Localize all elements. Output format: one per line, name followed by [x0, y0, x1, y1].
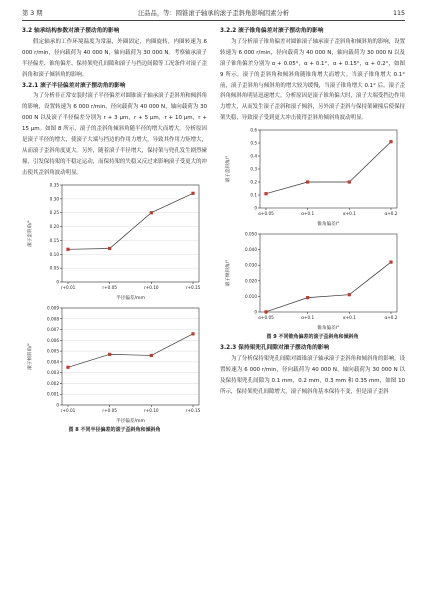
x-axis-label: 锥角偏差/° — [317, 326, 340, 332]
data-point — [108, 247, 111, 250]
running-title: 汪品品，等：圆锥滚子轴承的滚子歪斜角影响因素分析 — [137, 10, 290, 17]
y-tick-label: 0.25 — [49, 209, 59, 215]
fig8-skew-chart — [22, 179, 207, 302]
y-tick-label: 0.6 — [250, 127, 257, 133]
x-tick-label: α+0.1 — [342, 315, 356, 321]
x-tick-label: α+0.1 — [342, 211, 356, 217]
data-point — [306, 296, 309, 299]
x-tick-label: α+0.05 — [258, 211, 274, 217]
y-axis-label: 滚子倾斜角/° — [226, 259, 231, 287]
x-tick-label: α+0.2 — [384, 315, 398, 321]
section-3-2-2-heading: 3.2.2 滚子锥角偏差对滚子摆动角的影响 — [220, 28, 324, 34]
figure-9-caption: 图 9 不同锥角偏差的滚子歪斜角和倾斜角 — [266, 334, 359, 341]
y-tick-label: 0 — [56, 402, 59, 408]
x-tick-label: r+0.01 — [60, 407, 76, 413]
y-tick-label: 0.2 — [250, 179, 257, 185]
plot-frame — [260, 130, 397, 208]
y-axis-label: 滚子歪斜角/° — [28, 219, 33, 247]
y-tick-label: 0.007 — [47, 326, 59, 332]
data-point — [264, 192, 267, 195]
section-3-2-text: 假定轴承的工作环境温度为常温，外圈固定，内圈旋转，内圈转速为 6 000 r/min，径向载荷为 40 000 N，轴向载荷为 30 000 N。考察轴承滚子半径偏差、锥角偏差、保持架兜孔间隙和滚子与挡边间隙等工况条件对滚子歪斜角和滚子倾斜角的影响。 — [22, 38, 207, 78]
x-tick-label: α+0.05 — [258, 315, 274, 321]
series-line — [68, 334, 193, 367]
data-point — [264, 310, 267, 313]
data-point — [150, 211, 153, 214]
page-number: 115 — [392, 10, 405, 17]
data-point — [108, 352, 111, 355]
y-axis-label: 滚子倾斜角/° — [28, 342, 33, 370]
y-axis-label: 滚子歪斜角/° — [226, 155, 231, 183]
y-tick-label: 0 — [254, 205, 257, 211]
data-point — [191, 191, 194, 194]
x-tick-label: α+0.1 — [301, 211, 315, 217]
series-line — [266, 142, 391, 194]
y-tick-label: 0.3 — [250, 166, 257, 172]
y-tick-label: 0.050 — [245, 231, 257, 237]
y-tick-label: 0.30 — [49, 196, 59, 202]
data-point — [191, 332, 194, 335]
y-tick-label: 0.002 — [47, 380, 59, 386]
series-line — [68, 193, 193, 249]
data-point — [389, 140, 392, 143]
fig8-tilt-chart — [22, 302, 207, 425]
x-tick-label: r+0.10 — [144, 284, 159, 290]
y-tick-label: 0.1 — [250, 192, 257, 198]
fig9-tilt-chart — [220, 228, 405, 332]
section-3-2-heading: 3.2 轴承结构参数对滚子摆动角的影响 — [22, 28, 120, 34]
figure-9 — [220, 124, 405, 341]
plot-frame — [62, 308, 199, 405]
figure-8-caption: 图 8 不同半径偏差的滚子歪斜角和倾斜角 — [68, 426, 161, 433]
y-tick-label: 0.15 — [49, 237, 59, 243]
data-point — [348, 181, 351, 184]
running-header — [22, 8, 405, 21]
plot-frame — [62, 185, 199, 282]
data-point — [150, 354, 153, 357]
y-tick-label: 0.020 — [245, 278, 257, 284]
y-tick-label: 0.20 — [49, 223, 59, 229]
x-axis-label: 锥角偏差/° — [317, 222, 340, 228]
figure-8 — [22, 179, 207, 434]
y-tick-label: 0.030 — [245, 262, 257, 268]
y-tick-label: 0.040 — [245, 247, 257, 253]
y-tick-label: 0.001 — [47, 391, 59, 397]
y-tick-label: 0.004 — [47, 359, 59, 365]
x-axis-label: 半径偏差/mm — [116, 295, 145, 301]
x-tick-label: α+0.2 — [384, 211, 398, 217]
series-line — [266, 262, 391, 312]
data-point — [66, 247, 69, 250]
y-tick-label: 0.008 — [47, 315, 59, 321]
data-point — [306, 181, 309, 184]
section-3-2-1-heading: 3.2.1 滚子半径偏差对滚子摆动角的影响 — [22, 82, 126, 89]
y-tick-label: 0.009 — [47, 305, 59, 311]
section-3-2-1-text: 为了分析非正常安装时滚子半径偏差对圆锥滚子轴承滚子歪斜角和倾斜角的影响，设置转速为 6 000 r/min，径向载荷为 40 000 N，轴向载荷为 30 000 N 以及滚子半径偏差分别为 r + 3 μm，r + 5 μm，r + 10 μm，r + 15 μm。如图 8 所示，滚子的歪斜角倾斜角随半径的增大而增大。分析原因是滚子半径的增大，使滚子大端与挡边的作用力增大，导致其作用力矩增大，从而滚子歪斜角度更大。另外，随着滚子半径增大，保持架与兜孔发生剧烈碰撞，引发保持架的不稳定运动，而保持架的失稳又反过来影响滚子受更大的冲击使其歪斜角波动明显。 — [22, 93, 208, 176]
y-tick-label: 0.5 — [250, 140, 257, 146]
y-tick-label: 0.005 — [47, 348, 59, 354]
section-3-2-3-heading: 3.2.3 保持架兜孔间隙对滚子摆动角的影响 — [220, 345, 330, 352]
data-point — [389, 261, 392, 264]
y-tick-label: 0.003 — [47, 369, 59, 375]
section-3-2-2-text: 为了分析滚子锥角偏差对圆锥滚子轴承滚子歪斜角和倾斜角的影响，设置转速为 6 000 r/min，径向载荷为 40 000 N，轴向载荷为 30 000 N 以及滚子锥角偏差分别为 α + 0.05°，α + 0.1°，α + 0.15°，α + 0.2°，如图 9 所示。滚子的歪斜角和倾斜角随锥角增大而增大。当滚子锥角增大 0.1° 前，滚子歪斜角与倾斜角的增大较为缓慢，当滚子锥角增大 0.1° 后，滚子歪斜角倾斜角明显迅速增大。分析原因是滚子锥角偏大时，滚子大端受挡边作用力增大，从而发生滚子歪斜和滚子倾斜，另外滚子歪斜与保持架碰撞后使保持架失稳，导致滚子受到更大冲击使得歪斜角倾斜角波动明显。 — [220, 38, 406, 122]
right-column — [220, 26, 405, 398]
x-tick-label: r+0.05 — [102, 284, 117, 290]
x-tick-label: r+0.15 — [185, 407, 201, 413]
fig9-skew-chart — [220, 124, 405, 228]
y-tick-label: 0.10 — [49, 251, 59, 257]
x-axis-label: 半径偏差/mm — [116, 418, 145, 424]
y-tick-label: 0.05 — [49, 265, 59, 271]
data-point — [66, 365, 69, 368]
x-tick-label: r+0.05 — [102, 407, 117, 413]
left-column — [22, 26, 207, 436]
x-tick-label: α+0.1 — [301, 315, 315, 321]
y-tick-label: 0.35 — [49, 182, 59, 188]
y-tick-label: 0.010 — [245, 294, 257, 300]
y-tick-label: 0 — [254, 309, 257, 315]
x-tick-label: r+0.10 — [144, 407, 159, 413]
y-tick-label: 0 — [56, 279, 59, 285]
x-tick-label: r+0.01 — [60, 284, 76, 290]
y-tick-label: 0.006 — [47, 337, 59, 343]
x-tick-label: r+0.15 — [185, 284, 201, 290]
plot-frame — [260, 234, 397, 312]
section-3-2-3-text: 为了分析保持架兜孔间隙对圆锥滚子轴承滚子歪斜角和倾斜角的影响，设置转速为 6 000 r/min，径向载荷为 40 000 N，轴向载荷为 30 000 N 以及保持架兜孔间隙为 0.1 mm，0.2 mm，0.3 mm 和 0.35 mm，如图 10 所示，保持架兜孔间隙增大，滚子倾斜角基本保持不变，但是滚子歪斜 — [220, 356, 406, 395]
y-tick-label: 0.4 — [250, 153, 257, 159]
data-point — [348, 293, 351, 296]
issue-number: 第 3 期 — [22, 10, 43, 17]
